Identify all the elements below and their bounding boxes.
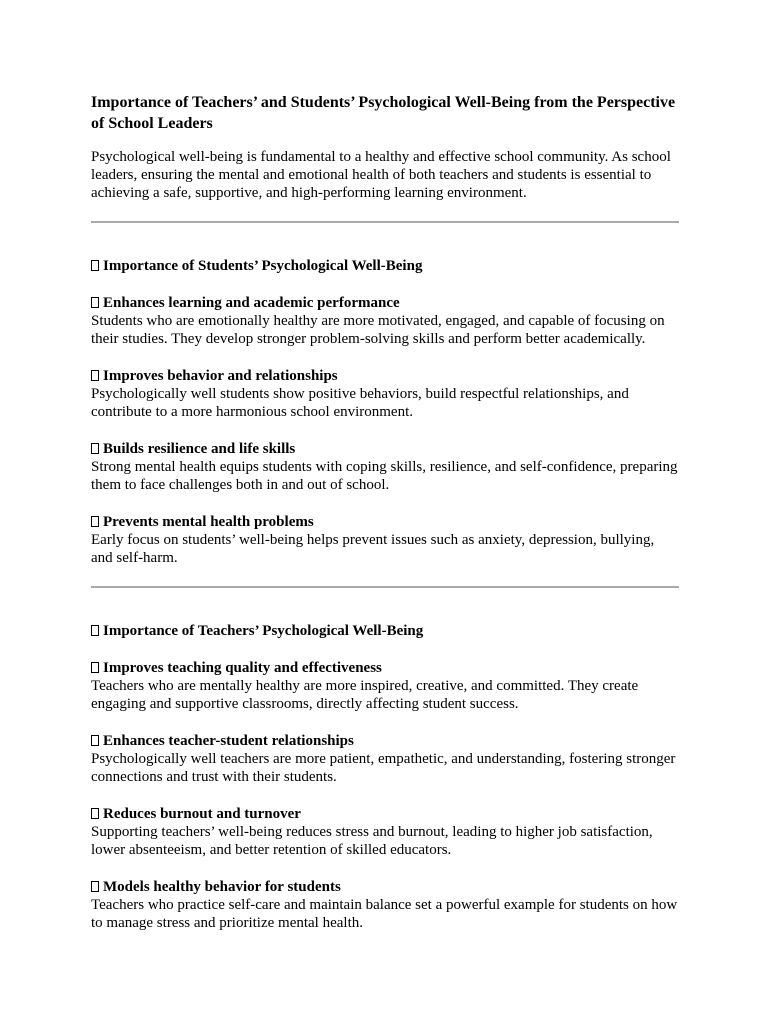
- item-body: Early focus on students’ well-being helps prevent issues such as anxiety, depression, bullying, and self-harm.: [91, 532, 655, 566]
- missing-glyph-icon: [91, 260, 99, 271]
- list-item: [91, 513, 679, 567]
- item-body: Supporting teachers’ well-being reduces stress and burnout, leading to higher job satisfaction, lower absenteeism, and better retention of skilled educators.: [91, 824, 653, 858]
- missing-glyph-icon: [91, 297, 99, 308]
- horizontal-rule: [91, 221, 679, 223]
- item-heading-text: Improves teaching quality and effectiveness: [103, 660, 382, 676]
- horizontal-rule: [91, 586, 679, 588]
- item-heading: [91, 513, 679, 531]
- missing-glyph-icon: [91, 735, 99, 746]
- missing-glyph-icon: [91, 662, 99, 673]
- item-heading: [91, 367, 679, 385]
- item-heading-text: Improves behavior and relationships: [103, 368, 338, 384]
- missing-glyph-icon: [91, 516, 99, 527]
- section-students: [91, 257, 679, 567]
- section-heading-text: Importance of Teachers’ Psychological Well-Being: [103, 623, 424, 639]
- intro-paragraph: Psychological well-being is fundamental to a healthy and effective school community. As school leaders, ensuring the mental and emotional health of both teachers and students is essential to achieving a safe, supportive, and high-performing learning environment.: [91, 149, 671, 201]
- section-heading: [91, 622, 679, 640]
- item-heading-text: Enhances teacher-student relationships: [103, 733, 354, 749]
- missing-glyph-icon: [91, 625, 99, 636]
- item-body: Psychologically well students show positive behaviors, build respectful relationships, and contribute to a more harmonious school environment.: [91, 386, 629, 420]
- missing-glyph-icon: [91, 370, 99, 381]
- item-body: Psychologically well teachers are more patient, empathetic, and understanding, fostering stronger connections and trust with their students.: [91, 751, 676, 785]
- item-heading: [91, 878, 679, 896]
- item-heading: [91, 805, 679, 823]
- missing-glyph-icon: [91, 443, 99, 454]
- list-item: [91, 805, 679, 859]
- item-heading-text: Enhances learning and academic performance: [103, 295, 400, 311]
- item-heading-text: Prevents mental health problems: [103, 514, 314, 530]
- item-body: Strong mental health equips students with coping skills, resilience, and self-confidence, preparing them to face challenges both in and out of school.: [91, 459, 678, 493]
- section-teachers: [91, 622, 679, 932]
- document-title: Importance of Teachers’ and Students’ Psychological Well-Being from the Perspective of School Leaders: [91, 94, 676, 132]
- list-item: [91, 367, 679, 421]
- section-heading-text: Importance of Students’ Psychological Well-Being: [103, 258, 423, 274]
- item-heading: [91, 440, 679, 458]
- item-body: Teachers who are mentally healthy are more inspired, creative, and committed. They create engaging and supportive classrooms, directly affecting student success.: [91, 678, 639, 712]
- item-heading: [91, 294, 679, 312]
- missing-glyph-icon: [91, 881, 99, 892]
- item-heading-text: Models healthy behavior for students: [103, 879, 341, 895]
- list-item: [91, 659, 679, 713]
- missing-glyph-icon: [91, 808, 99, 819]
- item-body: Students who are emotionally healthy are more motivated, engaged, and capable of focusing on their studies. They develop stronger problem-solving skills and perform better academically.: [91, 313, 665, 347]
- list-item: [91, 732, 679, 786]
- item-heading: [91, 659, 679, 677]
- item-body: Teachers who practice self-care and maintain balance set a powerful example for students on how to manage stress and prioritize mental health.: [91, 897, 678, 931]
- list-item: [91, 294, 679, 348]
- list-item: [91, 440, 679, 494]
- item-heading: [91, 732, 679, 750]
- section-heading: [91, 257, 679, 275]
- item-heading-text: Reduces burnout and turnover: [103, 806, 301, 822]
- list-item: [91, 878, 679, 932]
- document-page: [91, 92, 679, 932]
- item-heading-text: Builds resilience and life skills: [103, 441, 296, 457]
